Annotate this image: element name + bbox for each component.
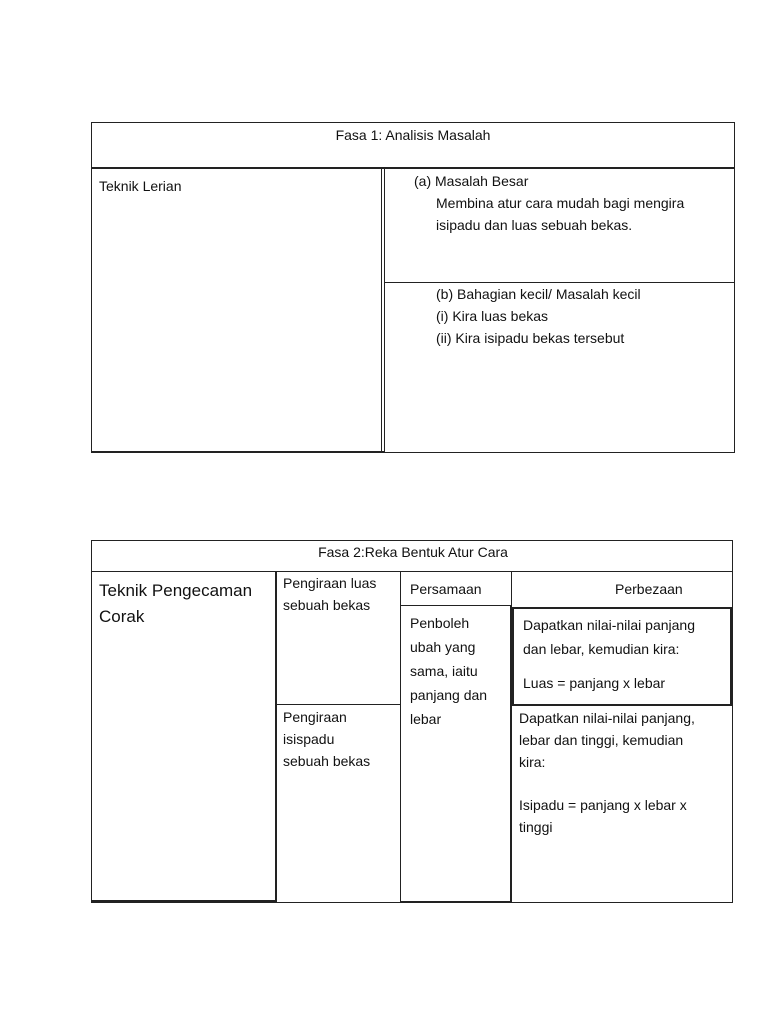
fasa1-header-divider [91, 167, 735, 169]
fasa2-persamaan-line: ubah yang [410, 639, 476, 655]
fasa2-perbezaan-header: Perbezaan [615, 581, 683, 597]
fasa2-title: Fasa 2:Reka Bentuk Atur Cara [318, 544, 508, 560]
fasa2-isipadu-diff-2: lebar dan tinggi, kemudian [519, 732, 684, 748]
fasa2-isipadu-formula-2: tinggi [519, 819, 553, 835]
fasa2-isipadu-diff-3: kira: [519, 754, 546, 770]
fasa2-isipadu-label-2: isispadu [283, 731, 335, 747]
fasa1-vdivider-a [381, 168, 382, 453]
fasa2-persamaan-header: Persamaan [410, 581, 482, 597]
fasa1-a-heading: (a) Masalah Besar [414, 173, 529, 189]
fasa1-b-item1: (i) Kira luas bekas [436, 308, 549, 324]
fasa2-label-divider [277, 704, 401, 705]
fasa2-persamaan-line: sama, iaitu [410, 663, 478, 679]
fasa2-luas-formula: Luas = panjang x lebar [523, 675, 666, 691]
fasa2-header-divider [91, 571, 733, 572]
fasa1-left-bottom [91, 451, 384, 452]
fasa2-isipadu-diff-1: Dapatkan nilai-nilai panjang, [519, 710, 695, 726]
fasa2-persamaan-line: lebar [410, 711, 442, 727]
fasa2-luas-diff-1: Dapatkan nilai-nilai panjang [523, 617, 696, 633]
fasa1-b-heading: (b) Bahagian kecil/ Masalah kecil [436, 286, 641, 302]
fasa2-isipadu-formula-1: Isipadu = panjang x lebar x [519, 797, 687, 813]
fasa2-left-vdivider [275, 571, 277, 903]
fasa2-persamaan-line: panjang dan [410, 687, 488, 703]
fasa1-b-item2: (ii) Kira isipadu bekas tersebut [436, 330, 625, 346]
fasa1-a-line2: isipadu dan luas sebuah bekas. [436, 217, 633, 233]
fasa2-left-bottom [91, 900, 277, 902]
fasa1-left-label: Teknik Lerian [99, 178, 182, 194]
fasa1-vdivider-b [384, 168, 385, 453]
fasa2-isipadu-label-3: sebuah bekas [283, 753, 371, 769]
fasa1-title: Fasa 1: Analisis Masalah [335, 127, 491, 143]
fasa2-left-label-1: Teknik Pengecaman [99, 581, 253, 600]
fasa1-a-line1: Membina atur cara mudah bagi mengira [436, 195, 685, 211]
fasa2-left-label-2: Corak [99, 607, 145, 626]
fasa2-luas-diff-2: dan lebar, kemudian kira: [523, 641, 680, 657]
fasa2-persamaan-line: Penboleh [410, 615, 470, 631]
fasa2-luas-label-2: sebuah bekas [283, 597, 371, 613]
fasa2-luas-label-1: Pengiraan luas [283, 575, 377, 591]
fasa2-isipadu-label-1: Pengiraan [283, 709, 347, 725]
